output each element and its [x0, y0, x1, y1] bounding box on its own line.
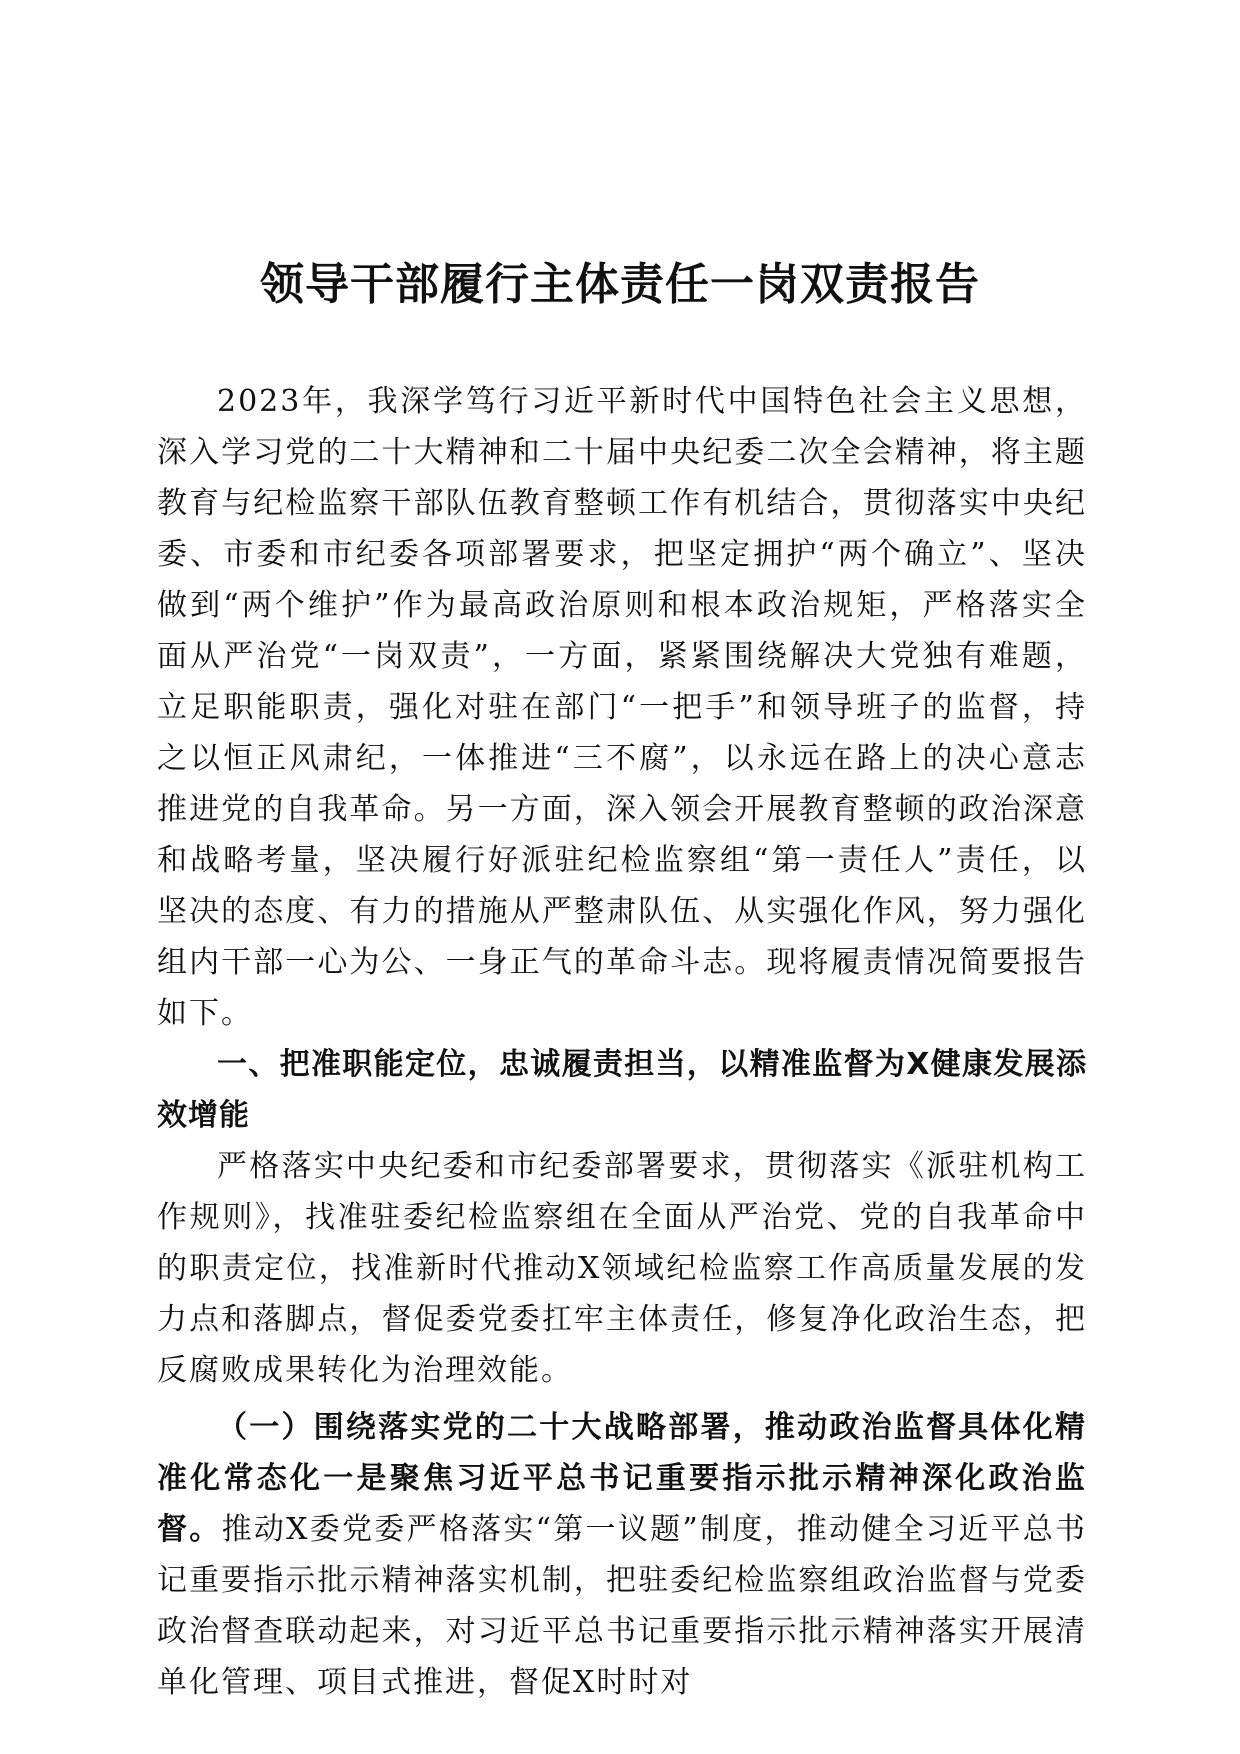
subsection-1-paragraph: [157, 1402, 1087, 1708]
document-title: 领导干部履行主体责任一岗双责报告: [260, 259, 980, 310]
section-1-paragraph: 严格落实中央纪委和市纪委部署要求，贯彻落实《派驻机构工作规则》，找准驻委纪检监察组在全面从严治党、党的自我革命中的职责定位，找准新时代推动X领域纪检监察工作高质量发展的发力点和落脚点，督促委党委扛牢主体责任，修复净化政治生态，把反腐败成果转化为治理效能。: [157, 1149, 1087, 1388]
subsection-1-heading: （一）围绕落实党的二十大战略部署，推动政治监督具体化精准化常态化一是聚焦习近平总书记重要指示批示精神深化政治监督。: [157, 1410, 1087, 1547]
document-body: [157, 376, 1087, 1708]
section-1-heading: 一、把准职能定位，忠诚履责担当，以精准监督为X健康发展添效增能: [157, 1047, 1087, 1133]
intro-paragraph: 2023年，我深学笃行习近平新时代中国特色社会主义思想，深入学习党的二十大精神和二十届中央纪委二次全会精神，将主题教育与纪检监察干部队伍教育整顿工作有机结合，贯彻落实中央纪委、市委和市纪委各项部署要求，把坚定拥护“两个确立”、坚决做到“两个维护”作为最高政治原则和根本政治规矩，严格落实全面从严治党“一岗双责”，一方面，紧紧围绕解决大党独有难题，立足职能职责，强化对驻在部门“一把手”和领导班子的监督，持之以恒正风肃纪，一体推进“三不腐”，以永远在路上的决心意志推进党的自我革命。另一方面，深入领会开展教育整顿的政治深意和战略考量，坚决履行好派驻纪检监察组“第一责任人”责任，以坚决的态度、有力的措施从严整肃队伍、从实强化作风，努力强化组内干部一心为公、一身正气的革命斗志。现将履责情况简要报告如下。: [157, 384, 1087, 1031]
subsection-1-text: 推动X委党委严格落实“第一议题”制度，推动健全习近平总书记重要指示批示精神落实机制，把驻委纪检监察组政治监督与党委政治督查联动起来，对习近平总书记重要指示批示精神落实开展清单化管理、项目式推进，督促X时时对: [157, 1512, 1088, 1700]
